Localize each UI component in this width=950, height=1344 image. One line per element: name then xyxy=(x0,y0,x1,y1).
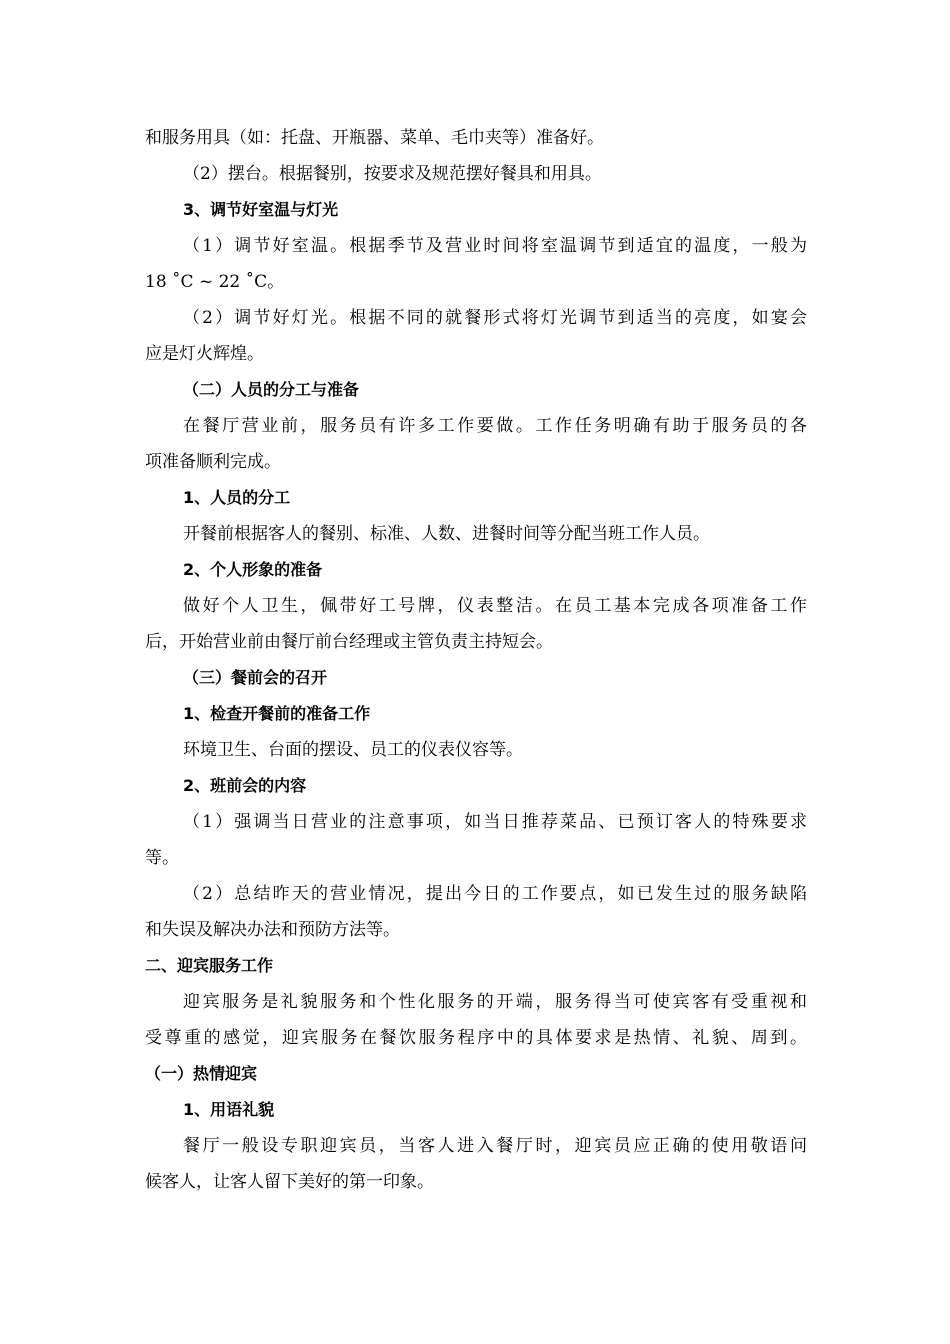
paragraph-line: 等。 xyxy=(145,848,179,868)
paragraph-line: 做好个人卫生，佩带好工号牌，仪表整洁。在员工基本完成各项准备工作 xyxy=(183,596,807,616)
paragraph-line: （1）强调当日营业的注意事项，如当日推荐菜品、已预订客人的特殊要求 xyxy=(183,812,807,832)
section-heading: 2、班前会的内容 xyxy=(183,776,307,795)
section-heading: 1、检查开餐前的准备工作 xyxy=(183,704,371,723)
paragraph-line: （2）总结昨天的营业情况，提出今日的工作要点，如已发生过的服务缺陷 xyxy=(183,884,807,904)
paragraph-line: （2）调节好灯光。根据不同的就餐形式将灯光调节到适当的亮度，如宴会 xyxy=(183,308,807,328)
section-heading: 2、个人形象的准备 xyxy=(183,560,323,579)
paragraph-line: 迎宾服务是礼貌服务和个性化服务的开端，服务得当可使宾客有受重视和 xyxy=(183,992,807,1012)
paragraph-line: 应是灯火辉煌。 xyxy=(145,344,264,364)
paragraph-line: 项准备顺利完成。 xyxy=(145,452,281,472)
paragraph-line: （1）调节好室温。根据季节及营业时间将室温调节到适宜的温度，一般为 xyxy=(183,236,807,256)
paragraph-line: 后，开始营业前由餐厅前台经理或主管负责主持短会。 xyxy=(145,632,553,652)
section-heading: （二）人员的分工与准备 xyxy=(183,380,360,399)
paragraph-line: 18 ˚C ~ 22 ˚C。 xyxy=(145,272,285,292)
paragraph-line: 开餐前根据客人的餐别、标准、人数、进餐时间等分配当班工作人员。 xyxy=(183,524,710,544)
paragraph-line: 和失误及解决办法和预防方法等。 xyxy=(145,920,400,940)
section-heading: （三）餐前会的召开 xyxy=(183,668,328,687)
section-heading: 1、人员的分工 xyxy=(183,488,291,507)
section-heading: 3、调节好室温与灯光 xyxy=(183,200,339,219)
section-heading: （一）热情迎宾 xyxy=(145,1064,258,1083)
chapter-heading: 二、迎宾服务工作 xyxy=(145,956,274,975)
document-page xyxy=(145,120,807,1200)
section-heading: 1、用语礼貌 xyxy=(183,1100,275,1119)
paragraph-line: 候客人，让客人留下美好的第一印象。 xyxy=(145,1172,434,1192)
paragraph-line: 环境卫生、台面的摆设、员工的仪表仪容等。 xyxy=(183,740,523,760)
paragraph-line: 餐厅一般设专职迎宾员，当客人进入餐厅时，迎宾员应正确的使用敬语问 xyxy=(183,1136,807,1156)
paragraph-line: （2）摆台。根据餐别，按要求及规范摆好餐具和用具。 xyxy=(183,164,602,184)
paragraph-line: 在餐厅营业前，服务员有许多工作要做。工作任务明确有助于服务员的各 xyxy=(183,416,807,436)
paragraph-line: 和服务用具（如：托盘、开瓶器、菜单、毛巾夹等）准备好。 xyxy=(145,128,604,148)
paragraph-line: 受尊重的感觉，迎宾服务在餐饮服务程序中的具体要求是热情、礼貌、周到。 xyxy=(145,1028,807,1048)
